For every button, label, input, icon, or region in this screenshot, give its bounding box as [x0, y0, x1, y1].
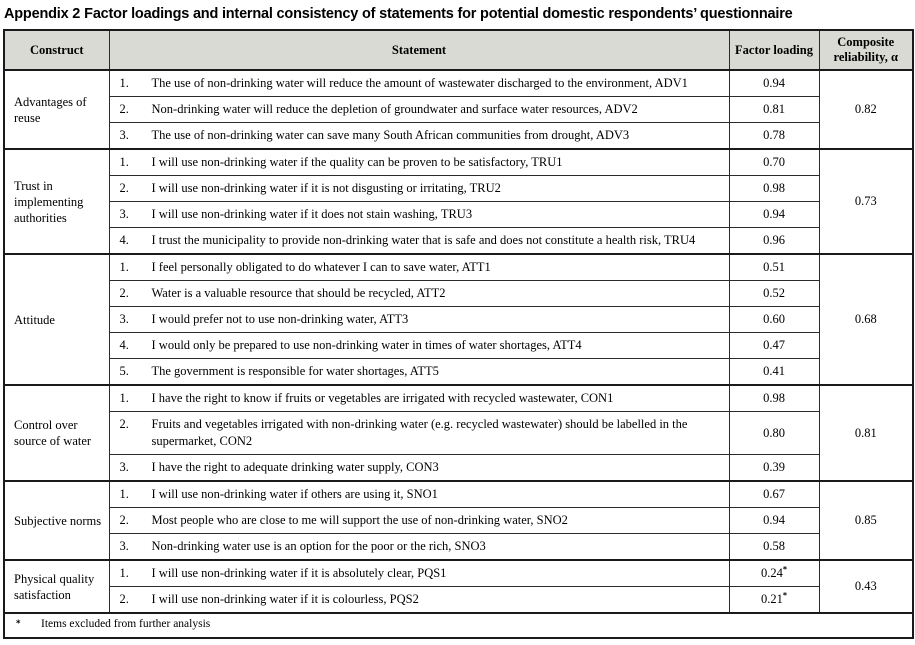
- statement-number: 2.: [119, 513, 129, 527]
- statement-cell: [109, 587, 729, 614]
- factor-loading-value: 0.47: [763, 338, 785, 352]
- table-row: [4, 508, 913, 534]
- table-row: [4, 481, 913, 508]
- factor-loading-value: 0.80: [763, 425, 785, 440]
- factor-loading-cell: [729, 333, 819, 359]
- statement-number: 1.: [119, 76, 129, 90]
- composite-reliability-cell: 0.85: [819, 481, 913, 560]
- factor-loading-value: 0.81: [763, 102, 785, 116]
- statement-number: 3.: [119, 539, 129, 553]
- footnote-text: Items excluded from further analysis: [41, 618, 211, 630]
- construct-cell: Control over source of water: [4, 385, 109, 481]
- factor-loading-value: 0.24: [760, 566, 783, 580]
- table-row: [4, 176, 913, 202]
- factor-loading-cell: [729, 307, 819, 333]
- factor-loading-value: 0.51: [763, 260, 785, 274]
- composite-reliability-cell: 0.68: [819, 254, 913, 385]
- statement-cell: [109, 254, 729, 281]
- appendix-label: Appendix 2: [4, 6, 81, 22]
- factor-loading-value: 0.94: [763, 207, 785, 221]
- factor-loading-value: 0.60: [763, 312, 785, 326]
- factor-loading-cell: [729, 359, 819, 386]
- statement-text: I have the right to know if fruits or vegetables are irrigated with recycled wastewater, CON1: [151, 391, 614, 405]
- statement-text: Most people who are close to me will support the use of non-drinking water, SNO2: [151, 513, 568, 527]
- title-text: Factor loadings and internal consistency of statements for potential domestic respondents’ questionnaire: [84, 6, 793, 22]
- table-row: [4, 123, 913, 150]
- statement-text: I have the right to adequate drinking water supply, CON3: [151, 460, 439, 474]
- statement-cell: [109, 97, 729, 123]
- table-row: [4, 412, 913, 455]
- factor-loading-cell: [729, 176, 819, 202]
- statement-number: 4.: [119, 233, 129, 247]
- header-construct: Construct: [4, 30, 109, 70]
- factor-loading-cell: [729, 481, 819, 508]
- statement-cell: [109, 385, 729, 412]
- page-title: [4, 6, 912, 22]
- factor-loading-cell: [729, 281, 819, 307]
- statement-cell: [109, 202, 729, 228]
- table-row: [4, 281, 913, 307]
- factor-loading-value: 0.78: [763, 128, 785, 142]
- statement-number: 2.: [119, 592, 129, 606]
- excluded-marker: *: [782, 590, 788, 600]
- table-row: [4, 455, 913, 482]
- statement-cell: [109, 70, 729, 97]
- statement-text: I will use non-drinking water if it is not disgusting or irritating, TRU2: [151, 181, 501, 195]
- statement-text: Fruits and vegetables irrigated with non-drinking water (e.g. recycled wastewater) should be labelled in the supermarket, CON2: [151, 417, 688, 448]
- statement-cell: [109, 123, 729, 150]
- table-row: [4, 560, 913, 587]
- factor-loading-cell: [729, 202, 819, 228]
- factor-loadings-table: [3, 29, 914, 639]
- table-row: [4, 385, 913, 412]
- statement-text: I will use non-drinking water if it is colourless, PQS2: [151, 592, 419, 606]
- table-row: [4, 202, 913, 228]
- statement-text: I would only be prepared to use non-drinking water in times of water shortages, ATT4: [151, 338, 582, 352]
- factor-loading-value: 0.58: [763, 539, 785, 553]
- statement-cell: [109, 176, 729, 202]
- statement-cell: [109, 307, 729, 333]
- factor-loading-cell: [729, 228, 819, 255]
- statement-number: 1.: [119, 155, 129, 169]
- footnote-cell: [4, 613, 913, 638]
- factor-loading-cell: [729, 149, 819, 176]
- statement-number: 1.: [119, 566, 129, 580]
- composite-reliability-cell: 0.82: [819, 70, 913, 149]
- factor-loading-value: 0.96: [763, 233, 785, 247]
- factor-loading-cell: [729, 508, 819, 534]
- statement-text: I trust the municipality to provide non-drinking water that is safe and does not constitute a health risk, TRU4: [151, 233, 696, 247]
- statement-text: I will use non-drinking water if it is absolutely clear, PQS1: [151, 566, 447, 580]
- statement-cell: [109, 281, 729, 307]
- statement-cell: [109, 359, 729, 386]
- factor-loading-cell: [729, 560, 819, 587]
- table-row: [4, 307, 913, 333]
- statement-text: Non-drinking water use is an option for the poor or the rich, SNO3: [151, 539, 486, 553]
- factor-loading-cell: [729, 123, 819, 150]
- statement-number: 4.: [119, 338, 129, 352]
- statement-text: Non-drinking water will reduce the depletion of groundwater and surface water resources, ADV2: [151, 102, 638, 116]
- statement-cell: [109, 333, 729, 359]
- statement-number: 2.: [119, 102, 129, 116]
- composite-reliability-cell: 0.73: [819, 149, 913, 254]
- statement-number: 3.: [119, 460, 129, 474]
- statement-text: The use of non-drinking water will reduce the amount of wastewater discharged to the environment, ADV1: [151, 76, 688, 90]
- statement-cell: [109, 149, 729, 176]
- table-row: [4, 587, 913, 614]
- factor-loading-value: 0.41: [763, 364, 785, 378]
- statement-cell: [109, 481, 729, 508]
- statement-number: 2.: [119, 286, 129, 300]
- table-row: [4, 254, 913, 281]
- statement-text: I will use non-drinking water if others are using it, SNO1: [151, 487, 438, 501]
- factor-loading-value: 0.94: [763, 513, 785, 527]
- statement-text: The government is responsible for water shortages, ATT5: [151, 364, 439, 378]
- statement-number: 3.: [119, 128, 129, 142]
- factor-loading-value: 0.98: [763, 181, 785, 195]
- statement-text: I would prefer not to use non-drinking water, ATT3: [151, 312, 409, 326]
- statement-number: 1.: [119, 391, 129, 405]
- construct-cell: Advantages of reuse: [4, 70, 109, 149]
- header-statement: Statement: [109, 30, 729, 70]
- statement-cell: [109, 508, 729, 534]
- factor-loading-value: 0.52: [763, 286, 785, 300]
- statement-text: The use of non-drinking water can save many South African communities from drought, ADV3: [151, 128, 630, 142]
- factor-loading-cell: [729, 97, 819, 123]
- construct-cell: Physical quality satisfaction: [4, 560, 109, 613]
- excluded-marker: *: [782, 564, 788, 574]
- statement-number: 1.: [119, 260, 129, 274]
- composite-reliability-cell: 0.81: [819, 385, 913, 481]
- factor-loading-cell: [729, 70, 819, 97]
- factor-loading-cell: [729, 587, 819, 614]
- statement-number: 5.: [119, 364, 129, 378]
- factor-loading-cell: [729, 412, 819, 455]
- statement-text: I will use non-drinking water if it does not stain washing, TRU3: [151, 207, 473, 221]
- footnote-marker: *: [16, 619, 21, 629]
- statement-text: I feel personally obligated to do whatever I can to save water, ATT1: [151, 260, 491, 274]
- construct-cell: Attitude: [4, 254, 109, 385]
- composite-reliability-cell: 0.43: [819, 560, 913, 613]
- header-composite-reliability: Composite reliability, α: [819, 30, 913, 70]
- factor-loading-value: 0.67: [763, 487, 785, 501]
- table-row: [4, 228, 913, 255]
- statement-text: Water is a valuable resource that should be recycled, ATT2: [151, 286, 446, 300]
- construct-cell: Subjective norms: [4, 481, 109, 560]
- factor-loading-value: 0.94: [763, 76, 785, 90]
- table-row: [4, 97, 913, 123]
- statement-number: 2.: [119, 417, 129, 431]
- factor-loading-value: 0.21: [760, 592, 783, 606]
- factor-loading-value: 0.70: [763, 155, 785, 169]
- table-row: [4, 359, 913, 386]
- factor-loading-value: 0.39: [763, 460, 785, 474]
- statement-number: 3.: [119, 207, 129, 221]
- header-row: [4, 30, 913, 70]
- statement-text: I will use non-drinking water if the quality can be proven to be satisfactory, TRU1: [151, 155, 563, 169]
- construct-cell: Trust in implementing authorities: [4, 149, 109, 254]
- factor-loading-value: 0.98: [763, 391, 785, 405]
- statement-cell: [109, 228, 729, 255]
- statement-number: 2.: [119, 181, 129, 195]
- statement-number: 3.: [119, 312, 129, 326]
- statement-cell: [109, 560, 729, 587]
- factor-loading-cell: [729, 455, 819, 482]
- table-row: [4, 534, 913, 561]
- statement-cell: [109, 534, 729, 561]
- factor-loading-cell: [729, 254, 819, 281]
- statement-cell: [109, 455, 729, 482]
- factor-loading-cell: [729, 385, 819, 412]
- table-row: [4, 333, 913, 359]
- factor-loading-cell: [729, 534, 819, 561]
- table-row: [4, 70, 913, 97]
- statement-number: 1.: [119, 487, 129, 501]
- table-row: [4, 149, 913, 176]
- statement-cell: [109, 412, 729, 455]
- header-factor-loading: Factor loading: [729, 30, 819, 70]
- footnote-row: [4, 613, 913, 638]
